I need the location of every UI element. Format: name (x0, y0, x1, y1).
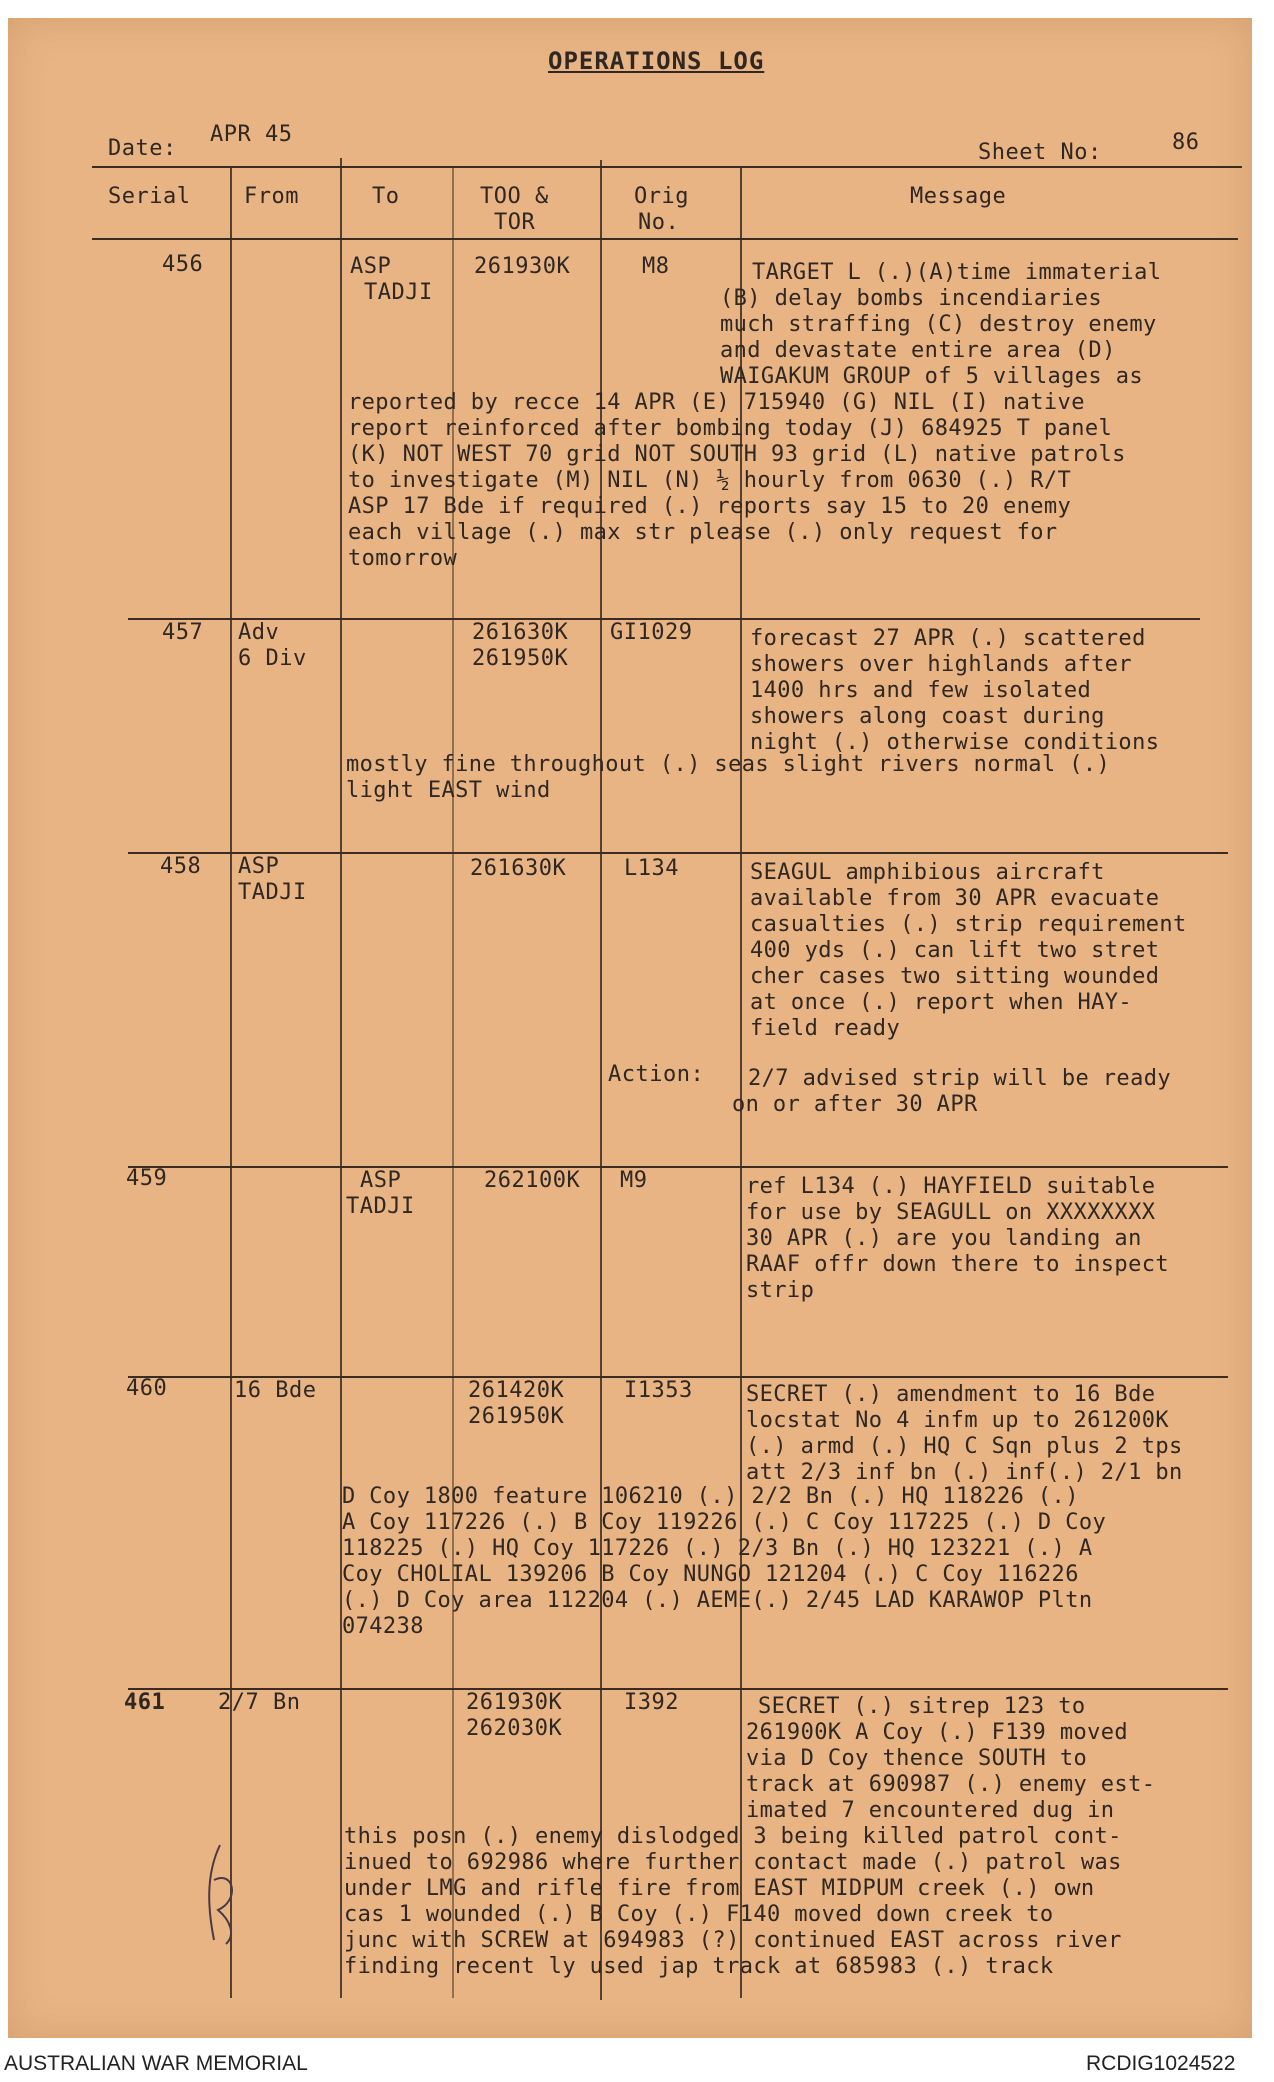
action-label-458: Action: (608, 1062, 705, 1087)
message-line: imated 7 encountered dug in (746, 1798, 1115, 1823)
sheet-value: 86 (1172, 130, 1200, 155)
serial-461: 461 (124, 1690, 166, 1715)
orig-460: I1353 (624, 1378, 693, 1403)
message-line: WAIGAKUM GROUP of 5 villages as (720, 364, 1143, 389)
message-line: showers along coast during (750, 704, 1105, 729)
header-bottom-rule (92, 238, 1238, 240)
continuation-line: under LMG and rifle fire from EAST MIDPUM creek (.) own (344, 1876, 1095, 1901)
serial-458: 458 (160, 854, 202, 879)
continuation-line: finding recent ly used jap track at 685983 (.) track (344, 1954, 1054, 1979)
time-460-line1: 261420K (468, 1378, 565, 1403)
date-label: Date: (108, 136, 177, 161)
message-line: SEAGUL amphibious aircraft (750, 860, 1105, 885)
header-message: Message (910, 184, 1007, 209)
action-458 (732, 1066, 1171, 1118)
message-line: 400 yds (.) can lift two stret (750, 938, 1160, 963)
continuation-line: ASP 17 Bde if required (.) reports say 15 to 20 enemy (348, 494, 1072, 519)
message-line: 30 APR (.) are you landing an (746, 1226, 1142, 1251)
orig-456: M8 (642, 254, 670, 279)
footer-archive-name: AUSTRALIAN WAR MEMORIAL (4, 2052, 308, 2075)
continuation-456 (348, 390, 1126, 572)
header-tor: TOR (494, 210, 536, 235)
message-line: night (.) otherwise conditions (750, 730, 1160, 755)
header-top-rule (92, 166, 1242, 168)
orig-459: M9 (620, 1168, 648, 1193)
page-title: OPERATIONS LOG (548, 47, 765, 75)
message-line: RAAF offr down there to inspect (746, 1252, 1169, 1277)
continuation-line: each village (.) max str please (.) only request for (348, 520, 1058, 545)
from-457-line1: Adv (238, 620, 280, 645)
message-459 (746, 1174, 1169, 1304)
time-461-line2: 262030K (466, 1716, 563, 1741)
time-460-line2: 261950K (468, 1404, 565, 1429)
message-461 (746, 1694, 1155, 1824)
footer-record-id: RCDIG1024522 (1086, 2052, 1236, 2075)
message-line: showers over highlands after (750, 652, 1133, 677)
handwritten-initials (200, 1840, 250, 1950)
continuation-line: mostly fine throughout (.) seas slight rivers normal (.) (346, 752, 1111, 777)
message-line: at once (.) report when HAY- (750, 990, 1133, 1015)
continuation-line: 118225 (.) HQ Coy 117226 (.) 2/3 Bn (.) HQ 123221 (.) A (342, 1536, 1093, 1561)
date-value: APR 45 (210, 122, 293, 147)
continuation-line: cas 1 wounded (.) B Coy (.) F140 moved down creek to (344, 1902, 1054, 1927)
message-line: ref L134 (.) HAYFIELD suitable (746, 1174, 1156, 1199)
header-to: To (372, 184, 400, 209)
message-line: SECRET (.) amendment to 16 Bde (746, 1382, 1156, 1407)
serial-457: 457 (162, 620, 204, 645)
row-separator (128, 852, 1228, 854)
continuation-460 (342, 1484, 1106, 1640)
message-line: locstat No 4 infm up to 261200K (746, 1408, 1169, 1433)
continuation-461 (344, 1824, 1122, 1980)
continuation-457 (346, 752, 1110, 804)
row-separator (128, 1166, 1228, 1168)
from-458-line1: ASP (238, 854, 280, 879)
continuation-line: to investigate (M) NIL (N) ½ hourly from 0630 (.) R/T (348, 468, 1072, 493)
message-line: forecast 27 APR (.) scattered (750, 626, 1146, 651)
time-457-line1: 261630K (472, 620, 569, 645)
message-line: for use by SEAGULL on XXXXXXXX (746, 1200, 1156, 1225)
continuation-line: report reinforced after bombing today (J) 684925 T panel (348, 416, 1113, 441)
to-459-line2: TADJI (346, 1194, 415, 1219)
sheet-label: Sheet No: (978, 140, 1102, 165)
continuation-line: 074238 (342, 1614, 424, 1639)
continuation-line: reported by recce 14 APR (E) 715940 (G) NIL (I) native (348, 390, 1085, 415)
from-458-line2: TADJI (238, 880, 307, 905)
header-no: No. (638, 210, 680, 235)
message-line: 261900K A Coy (.) F139 moved (746, 1720, 1129, 1745)
continuation-line: A Coy 117226 (.) B Coy 119226 (.) C Coy 117225 (.) D Coy (342, 1510, 1107, 1535)
continuation-line: (.) D Coy area 112204 (.) AEME(.) 2/45 LAD KARAWOP Pltn (342, 1588, 1093, 1613)
time-461-line1: 261930K (466, 1690, 563, 1715)
continuation-line: inued to 692986 where further contact made (.) patrol was (344, 1850, 1122, 1875)
message-line: available from 30 APR evacuate (750, 886, 1160, 911)
column-divider (340, 158, 342, 1998)
to-459-line1: ASP (360, 1168, 402, 1193)
message-line: strip (746, 1278, 815, 1303)
from-457-line2: 6 Div (238, 646, 307, 671)
continuation-line: D Coy 1800 feature 106210 (.) 2/2 Bn (.) HQ 118226 (.) (342, 1484, 1079, 1509)
message-line: cher cases two sitting wounded (750, 964, 1160, 989)
header-from: From (244, 184, 299, 209)
continuation-line: Coy CHOLIAL 139206 B Coy NUNGO 121204 (.) C Coy 116226 (342, 1562, 1079, 1587)
message-line: (B) delay bombs incendiaries (720, 286, 1103, 311)
action-line: 2/7 advised strip will be ready (748, 1066, 1171, 1091)
message-line: casualties (.) strip requirement (750, 912, 1187, 937)
message-line: track at 690987 (.) enemy est- (746, 1772, 1156, 1797)
orig-461: I392 (624, 1690, 679, 1715)
from-461: 2/7 Bn (218, 1690, 301, 1715)
continuation-line: light EAST wind (346, 778, 551, 803)
serial-459: 459 (126, 1166, 168, 1191)
message-460 (746, 1382, 1183, 1486)
message-line: via D Coy thence SOUTH to (746, 1746, 1088, 1771)
serial-460: 460 (126, 1376, 168, 1401)
time-456: 261930K (474, 254, 571, 279)
action-line: on or after 30 APR (732, 1092, 978, 1117)
header-orig: Orig (634, 184, 689, 209)
continuation-line: tomorrow (348, 546, 458, 571)
time-459: 262100K (484, 1168, 581, 1193)
continuation-line: junc with SCREW at 694983 (?) continued EAST across river (344, 1928, 1122, 1953)
message-line: TARGET L (.)(A)time immaterial (752, 260, 1162, 285)
header-too: TOO & (480, 184, 549, 209)
continuation-line: this posn (.) enemy dislodged 3 being killed patrol cont- (344, 1824, 1122, 1849)
orig-458: L134 (624, 856, 679, 881)
serial-456: 456 (162, 252, 204, 277)
orig-457: GI1029 (610, 620, 693, 645)
message-line: and devastate entire area (D) (720, 338, 1116, 363)
time-458: 261630K (470, 856, 567, 881)
message-line: much straffing (C) destroy enemy (720, 312, 1157, 337)
message-458 (750, 860, 1187, 1042)
to-456-line1: ASP (350, 254, 392, 279)
message-line: field ready (750, 1016, 901, 1041)
continuation-line: (K) NOT WEST 70 grid NOT SOUTH 93 grid (L) native patrols (348, 442, 1126, 467)
from-460: 16 Bde (234, 1378, 317, 1403)
message-457 (750, 626, 1159, 756)
header-serial: Serial (108, 184, 191, 209)
message-line: (.) armd (.) HQ C Sqn plus 2 tps (746, 1434, 1183, 1459)
time-457-line2: 261950K (472, 646, 569, 671)
column-divider (230, 168, 232, 1998)
message-line: att 2/3 inf bn (.) inf(.) 2/1 bn (746, 1460, 1183, 1485)
message-line: 1400 hrs and few isolated (750, 678, 1092, 703)
message-456 (720, 260, 1161, 390)
to-456-line2: TADJI (364, 280, 433, 305)
message-line: SECRET (.) sitrep 123 to (758, 1694, 1086, 1719)
